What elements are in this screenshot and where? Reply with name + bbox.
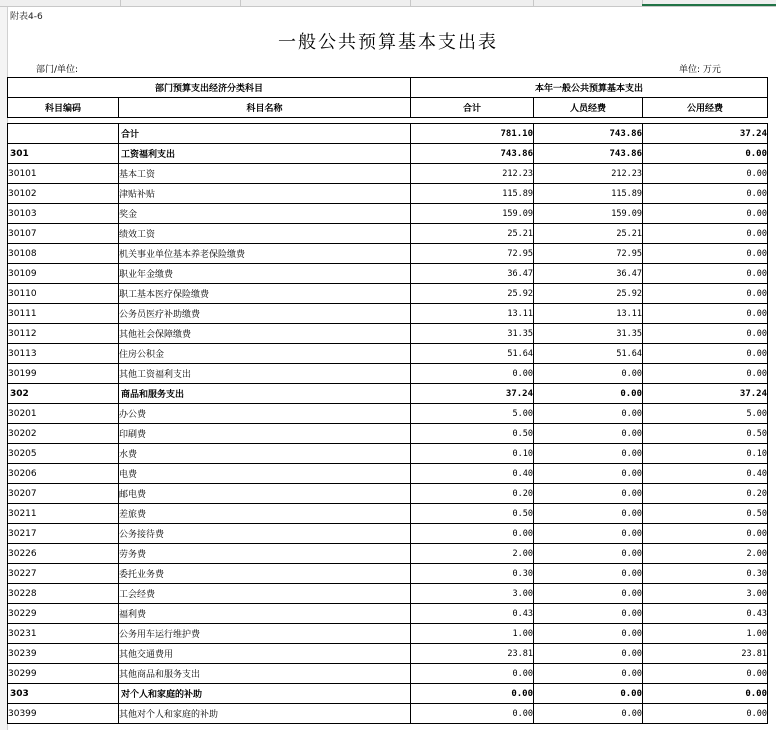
table-row (8, 584, 768, 604)
total-name-cell: 合计 (119, 124, 411, 144)
total-cell: 0.20 (411, 484, 534, 504)
personnel-cell: 743.86 (534, 144, 643, 164)
name-cell: 职工基本医疗保险缴费 (119, 284, 411, 304)
table-row (8, 524, 768, 544)
code-cell: 301 (8, 144, 119, 164)
public-cell: 5.00 (643, 404, 768, 424)
header-public: 公用经费 (643, 98, 768, 118)
personnel-cell: 0.00 (534, 524, 643, 544)
table-row (8, 344, 768, 364)
name-cell: 公务用车运行维护费 (119, 624, 411, 644)
total-cell: 0.30 (411, 564, 534, 584)
code-cell: 30227 (8, 564, 119, 584)
name-cell: 邮电费 (119, 484, 411, 504)
table-row (8, 464, 768, 484)
public-cell: 0.00 (643, 324, 768, 344)
department-label: 部门/单位: (36, 65, 79, 75)
personnel-cell: 51.64 (534, 344, 643, 364)
code-cell: 30202 (8, 424, 119, 444)
table-row (8, 504, 768, 524)
total-cell: 212.23 (411, 164, 534, 184)
personnel-cell: 31.35 (534, 324, 643, 344)
code-cell: 30399 (8, 704, 119, 724)
table-row (8, 164, 768, 184)
personnel-cell: 0.00 (534, 584, 643, 604)
code-cell: 30107 (8, 224, 119, 244)
table-row (8, 384, 768, 404)
public-cell: 0.00 (643, 304, 768, 324)
table-row (8, 204, 768, 224)
public-cell: 0.50 (643, 424, 768, 444)
name-cell: 工会经费 (119, 584, 411, 604)
name-cell: 电费 (119, 464, 411, 484)
name-cell: 基本工资 (119, 164, 411, 184)
code-cell: 302 (8, 384, 119, 404)
public-cell: 0.20 (643, 484, 768, 504)
header-name: 科目名称 (119, 98, 411, 118)
personnel-cell: 0.00 (534, 704, 643, 724)
name-cell: 水费 (119, 444, 411, 464)
total-row (8, 124, 768, 144)
code-cell: 30205 (8, 444, 119, 464)
total-cell: 25.21 (411, 224, 534, 244)
unit-label: 单位: 万元 (679, 65, 721, 75)
total-cell: 13.11 (411, 304, 534, 324)
name-cell: 对个人和家庭的补助 (119, 684, 411, 704)
public-cell: 0.00 (643, 684, 768, 704)
total-cell: 72.95 (411, 244, 534, 264)
personnel-cell: 36.47 (534, 264, 643, 284)
code-cell: 30228 (8, 584, 119, 604)
total-public-cell: 37.24 (643, 124, 768, 144)
table-row (8, 144, 768, 164)
public-cell: 0.00 (643, 144, 768, 164)
name-cell: 其他工资福利支出 (119, 364, 411, 384)
code-cell: 30101 (8, 164, 119, 184)
name-cell: 职业年金缴费 (119, 264, 411, 284)
name-cell: 公务员医疗补助缴费 (119, 304, 411, 324)
header-personnel: 人员经费 (534, 98, 643, 118)
code-cell: 30206 (8, 464, 119, 484)
personnel-cell: 212.23 (534, 164, 643, 184)
total-cell: 25.92 (411, 284, 534, 304)
name-cell: 福利费 (119, 604, 411, 624)
table-row (8, 664, 768, 684)
personnel-cell: 115.89 (534, 184, 643, 204)
public-cell: 23.81 (643, 644, 768, 664)
table-row (8, 224, 768, 244)
table-row (8, 184, 768, 204)
total-cell: 743.86 (411, 144, 534, 164)
personnel-cell: 72.95 (534, 244, 643, 264)
code-cell: 30113 (8, 344, 119, 364)
table-row (8, 624, 768, 644)
total-cell: 31.35 (411, 324, 534, 344)
total-personnel-cell: 743.86 (534, 124, 643, 144)
public-cell: 0.00 (643, 164, 768, 184)
personnel-cell: 0.00 (534, 624, 643, 644)
code-cell: 30199 (8, 364, 119, 384)
personnel-cell: 159.09 (534, 204, 643, 224)
name-cell: 津贴补贴 (119, 184, 411, 204)
public-cell: 0.00 (643, 364, 768, 384)
column-header-strip (0, 0, 776, 7)
total-cell: 51.64 (411, 344, 534, 364)
name-cell: 其他交通费用 (119, 644, 411, 664)
total-cell: 0.50 (411, 424, 534, 444)
sheet-note: 附表4-6 (10, 12, 43, 22)
name-cell: 差旅费 (119, 504, 411, 524)
personnel-cell: 0.00 (534, 464, 643, 484)
public-cell: 0.00 (643, 664, 768, 684)
name-cell: 奖金 (119, 204, 411, 224)
total-cell: 2.00 (411, 544, 534, 564)
public-cell: 0.00 (643, 264, 768, 284)
name-cell: 工资福利支出 (119, 144, 411, 164)
total-cell: 0.10 (411, 444, 534, 464)
column-divider (533, 0, 534, 6)
name-cell: 住房公积金 (119, 344, 411, 364)
name-cell: 机关事业单位基本养老保险缴费 (119, 244, 411, 264)
table-row (8, 244, 768, 264)
public-cell: 0.40 (643, 464, 768, 484)
public-cell: 0.00 (643, 224, 768, 244)
total-cell: 36.47 (411, 264, 534, 284)
name-cell: 劳务费 (119, 544, 411, 564)
personnel-cell: 0.00 (534, 444, 643, 464)
code-cell: 30217 (8, 524, 119, 544)
name-cell: 绩效工资 (119, 224, 411, 244)
page-title: 一般公共预算基本支出表 (278, 32, 498, 53)
header-total: 合计 (411, 98, 534, 118)
public-cell: 3.00 (643, 584, 768, 604)
table-row (8, 264, 768, 284)
table-row (8, 544, 768, 564)
code-cell: 30231 (8, 624, 119, 644)
table-row (8, 684, 768, 704)
table-row (8, 364, 768, 384)
name-cell: 办公费 (119, 404, 411, 424)
total-cell: 1.00 (411, 624, 534, 644)
personnel-cell: 0.00 (534, 404, 643, 424)
code-cell: 30299 (8, 664, 119, 684)
code-cell: 30102 (8, 184, 119, 204)
total-cell: 37.24 (411, 384, 534, 404)
total-total-cell: 781.10 (411, 124, 534, 144)
header-code: 科目编码 (8, 98, 119, 118)
header-group-classification: 部门预算支出经济分类科目 (8, 78, 411, 98)
name-cell: 委托业务费 (119, 564, 411, 584)
code-cell: 30103 (8, 204, 119, 224)
total-cell: 0.43 (411, 604, 534, 624)
public-cell: 2.00 (643, 544, 768, 564)
table-row (8, 564, 768, 584)
personnel-cell: 0.00 (534, 684, 643, 704)
public-cell: 0.00 (643, 184, 768, 204)
name-cell: 公务接待费 (119, 524, 411, 544)
name-cell: 其他社会保障缴费 (119, 324, 411, 344)
personnel-cell: 0.00 (534, 604, 643, 624)
public-cell: 0.50 (643, 504, 768, 524)
table-row (8, 444, 768, 464)
public-cell: 0.00 (643, 204, 768, 224)
total-cell: 0.50 (411, 504, 534, 524)
table-row (8, 404, 768, 424)
table-row (8, 484, 768, 504)
total-cell: 0.00 (411, 664, 534, 684)
code-cell: 30108 (8, 244, 119, 264)
code-cell: 30226 (8, 544, 119, 564)
name-cell: 其他商品和服务支出 (119, 664, 411, 684)
personnel-cell: 0.00 (534, 544, 643, 564)
code-cell: 30110 (8, 284, 119, 304)
budget-table (7, 77, 768, 724)
selected-column-indicator (642, 4, 776, 6)
code-cell: 30109 (8, 264, 119, 284)
column-divider (410, 0, 411, 6)
table-row (8, 324, 768, 344)
total-cell: 0.00 (411, 684, 534, 704)
personnel-cell: 25.21 (534, 224, 643, 244)
total-cell: 5.00 (411, 404, 534, 424)
personnel-cell: 0.00 (534, 484, 643, 504)
column-divider (240, 0, 241, 6)
personnel-cell: 0.00 (534, 364, 643, 384)
total-cell: 115.89 (411, 184, 534, 204)
public-cell: 0.30 (643, 564, 768, 584)
code-cell: 30239 (8, 644, 119, 664)
header-group-basic-expenditure: 本年一般公共预算基本支出 (411, 78, 768, 98)
total-code-cell (8, 124, 119, 144)
code-cell: 30229 (8, 604, 119, 624)
public-cell: 37.24 (643, 384, 768, 404)
personnel-cell: 25.92 (534, 284, 643, 304)
code-cell: 30201 (8, 404, 119, 424)
total-cell: 0.00 (411, 704, 534, 724)
public-cell: 1.00 (643, 624, 768, 644)
code-cell: 303 (8, 684, 119, 704)
personnel-cell: 0.00 (534, 664, 643, 684)
table-row (8, 644, 768, 664)
table-row (8, 604, 768, 624)
public-cell: 0.10 (643, 444, 768, 464)
table-row (8, 704, 768, 724)
personnel-cell: 0.00 (534, 504, 643, 524)
table-row (8, 304, 768, 324)
public-cell: 0.00 (643, 244, 768, 264)
personnel-cell: 0.00 (534, 424, 643, 444)
personnel-cell: 0.00 (534, 384, 643, 404)
total-cell: 0.40 (411, 464, 534, 484)
total-cell: 0.00 (411, 524, 534, 544)
name-cell: 印刷费 (119, 424, 411, 444)
table-row (8, 424, 768, 444)
personnel-cell: 0.00 (534, 644, 643, 664)
name-cell: 其他对个人和家庭的补助 (119, 704, 411, 724)
code-cell: 30112 (8, 324, 119, 344)
public-cell: 0.00 (643, 704, 768, 724)
total-cell: 0.00 (411, 364, 534, 384)
total-cell: 3.00 (411, 584, 534, 604)
code-cell: 30211 (8, 504, 119, 524)
name-cell: 商品和服务支出 (119, 384, 411, 404)
public-cell: 0.00 (643, 524, 768, 544)
public-cell: 0.00 (643, 344, 768, 364)
public-cell: 0.43 (643, 604, 768, 624)
column-divider (120, 0, 121, 6)
code-cell: 30207 (8, 484, 119, 504)
personnel-cell: 13.11 (534, 304, 643, 324)
code-cell: 30111 (8, 304, 119, 324)
total-cell: 159.09 (411, 204, 534, 224)
total-cell: 23.81 (411, 644, 534, 664)
public-cell: 0.00 (643, 284, 768, 304)
personnel-cell: 0.00 (534, 564, 643, 584)
table-row (8, 284, 768, 304)
